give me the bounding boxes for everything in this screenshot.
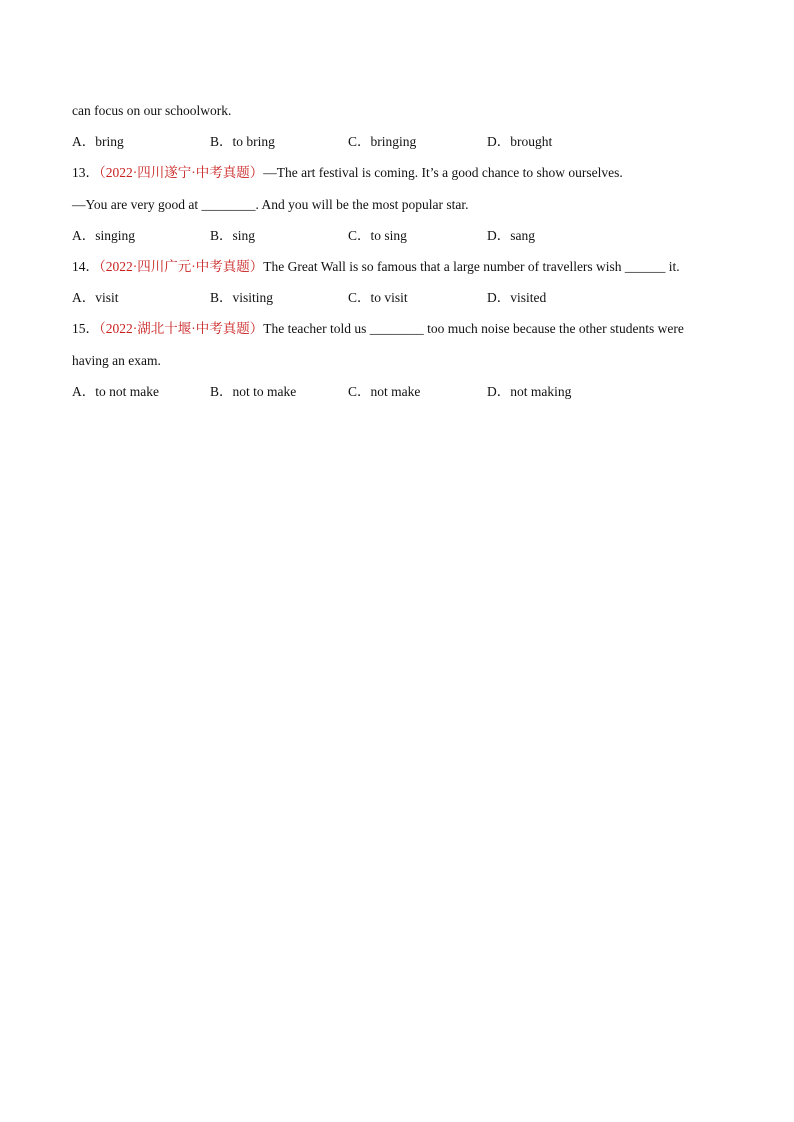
question-text: —The art festival is coming. It’s a good chance to show ourselves.: [263, 165, 623, 180]
option-a: A．visit: [72, 290, 119, 305]
question-source: （2022·四川广元·中考真题）: [99, 259, 264, 274]
option-c: C．bringing: [348, 134, 417, 149]
question-13-dialogue: —You are very good at ________. And you will be the most popular star.: [72, 197, 469, 212]
option-a: A．bring: [72, 134, 124, 149]
question-15-stem-continuation: having an exam.: [72, 353, 161, 368]
question-number: 14．: [72, 259, 99, 274]
question-source: （2022·湖北十堰·中考真题）: [99, 321, 264, 336]
option-d: D．visited: [487, 290, 547, 305]
option-c: C．to sing: [348, 228, 407, 243]
question-15-stem: [72, 320, 684, 338]
option-a: A．to not make: [72, 384, 159, 399]
question-text: The Great Wall is so famous that a large number of travellers wish ______ it.: [263, 259, 680, 274]
option-d: D．brought: [487, 134, 553, 149]
question-number: 13．: [72, 165, 99, 180]
question-14-stem: [72, 258, 680, 276]
option-b: B．not to make: [210, 384, 297, 399]
question-13-stem: [72, 164, 623, 182]
option-b: B．to bring: [210, 134, 275, 149]
option-c: C．to visit: [348, 290, 408, 305]
question-source: （2022·四川遂宁·中考真题）: [99, 165, 264, 180]
question-text: The teacher told us ________ too much noise because the other students were: [263, 321, 684, 336]
option-b: B．visiting: [210, 290, 274, 305]
option-a: A．singing: [72, 228, 136, 243]
option-d: D．not making: [487, 384, 572, 399]
option-d: D．sang: [487, 228, 535, 243]
option-c: C．not make: [348, 384, 421, 399]
question-12-continuation: can focus on our schoolwork.: [72, 103, 232, 118]
option-b: B．sing: [210, 228, 256, 243]
question-number: 15．: [72, 321, 99, 336]
